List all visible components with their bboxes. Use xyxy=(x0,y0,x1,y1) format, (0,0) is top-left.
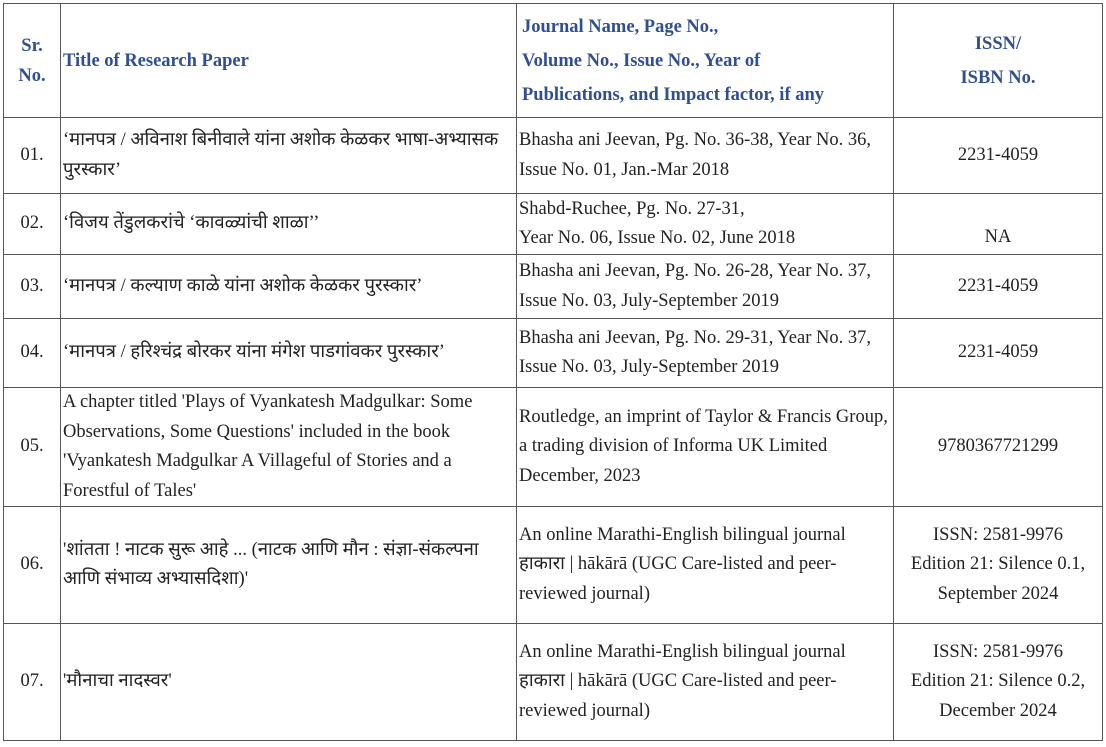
table-row xyxy=(4,319,1103,388)
table-row xyxy=(4,118,1103,194)
row-issn: ISSN: 2581-9976 Edition 21: Silence 0.2, December 2024 xyxy=(894,624,1103,741)
row-issn: 9780367721299 xyxy=(894,388,1103,507)
header-sr-no: Sr. No. xyxy=(4,4,61,118)
row-issn: NA xyxy=(894,194,1103,255)
table-row xyxy=(4,624,1103,741)
row-journal: Bhasha ani Jeevan, Pg. No. 26-28, Year No. 37, Issue No. 03, July-September 2019 xyxy=(517,255,894,319)
table-row xyxy=(4,194,1103,255)
row-journal: An online Marathi-English bilingual journal हाकारा | hākārā (UGC Care-listed and peer-reviewed journal) xyxy=(517,624,894,741)
research-papers-table xyxy=(3,3,1103,741)
header-title: Title of Research Paper xyxy=(61,4,517,118)
row-title: 'शांतता ! नाटक सुरू आहे ... (नाटक आणि मौन : संज्ञा-संकल्पना आणि संभाव्य अभ्यासदिशा)' xyxy=(61,507,517,624)
row-title: A chapter titled 'Plays of Vyankatesh Madgulkar: Some Observations, Some Questions' included in the book 'Vyankatesh Madgulkar A Villageful of Stories and a Forestful of Tales' xyxy=(61,388,517,507)
row-title: ‘मानपत्र / कल्याण काळे यांना अशोक केळकर पुरस्कार’ xyxy=(61,255,517,319)
table-header-row xyxy=(4,4,1103,118)
row-title: ‘मानपत्र / अविनाश बिनीवाले यांना अशोक केळकर भाषा-अभ्यासक पुरस्कार’ xyxy=(61,118,517,194)
row-journal: An online Marathi-English bilingual journal हाकारा | hākārā (UGC Care-listed and peer-reviewed journal) xyxy=(517,507,894,624)
row-issn: 2231-4059 xyxy=(894,319,1103,388)
table-row xyxy=(4,388,1103,507)
row-sr: 01. xyxy=(4,118,61,194)
row-journal: Bhasha ani Jeevan, Pg. No. 29-31, Year No. 37, Issue No. 03, July-September 2019 xyxy=(517,319,894,388)
row-sr: 06. xyxy=(4,507,61,624)
row-sr: 07. xyxy=(4,624,61,741)
row-sr: 03. xyxy=(4,255,61,319)
row-title: 'मौनाचा नादस्वर' xyxy=(61,624,517,741)
header-journal: Journal Name, Page No., Volume No., Issue No., Year of Publications, and Impact factor, if any xyxy=(517,4,894,118)
row-sr: 04. xyxy=(4,319,61,388)
row-issn: 2231-4059 xyxy=(894,255,1103,319)
row-sr: 05. xyxy=(4,388,61,507)
row-title: ‘मानपत्र / हरिश्चंद्र बोरकर यांना मंगेश पाडगांवकर पुरस्कार’ xyxy=(61,319,517,388)
row-journal: Bhasha ani Jeevan, Pg. No. 36-38, Year No. 36, Issue No. 01, Jan.-Mar 2018 xyxy=(517,118,894,194)
row-journal: Shabd-Ruchee, Pg. No. 27-31, Year No. 06, Issue No. 02, June 2018 xyxy=(517,194,894,255)
row-issn: ISSN: 2581-9976 Edition 21: Silence 0.1, September 2024 xyxy=(894,507,1103,624)
header-issn: ISSN/ ISBN No. xyxy=(894,4,1103,118)
row-title: ‘विजय तेंडुलकरांचे ‘कावळ्यांची शाळा’’ xyxy=(61,194,517,255)
table-row xyxy=(4,507,1103,624)
row-issn: 2231-4059 xyxy=(894,118,1103,194)
table-row xyxy=(4,255,1103,319)
row-sr: 02. xyxy=(4,194,61,255)
row-journal: Routledge, an imprint of Taylor & Francis Group, a trading division of Informa UK Limited December, 2023 xyxy=(517,388,894,507)
